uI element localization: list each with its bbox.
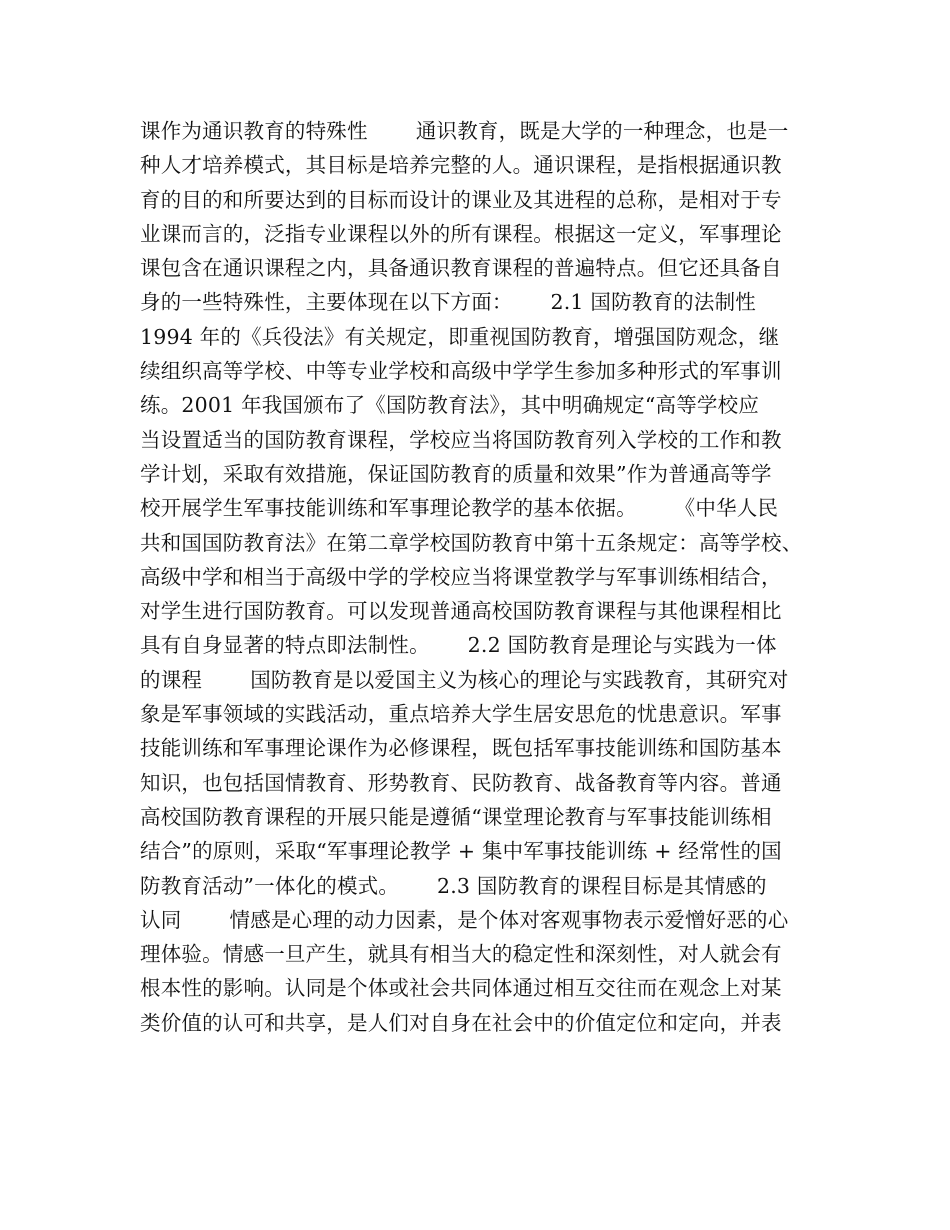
text-line: 学计划，采取有效措施，保证国防教育的质量和效果”作为普通高等学 xyxy=(140,461,772,486)
text-line: 高校国防教育课程的开展只能是遵循“课堂理论教育与军事技能训练相 xyxy=(140,804,772,829)
text-line: 当设置适当的国防教育课程，学校应当将国防教育列入学校的工作和教 xyxy=(140,427,782,452)
text-line: 结合”的原则，采取“军事理论教学 + 集中军事技能训练 + 经常性的国 xyxy=(140,839,782,864)
text-line: 知识，也包括国情教育、形势教育、民防教育、战备教育等内容。普通 xyxy=(140,770,782,795)
body-text xyxy=(140,114,830,1040)
text-line: 的课程 国防教育是以爱国主义为核心的理论与实践教育，其研究对 xyxy=(140,667,789,692)
text-line: 理体验。情感一旦产生，就具有相当大的稳定性和深刻性，对人就会有 xyxy=(140,942,782,967)
text-line: 共和国国防教育法》在第二章学校国防教育中第十五条规定：高等学校、 xyxy=(140,530,803,555)
text-line: 象是军事领域的实践活动，重点培养大学生居安思危的忧患意识。军事 xyxy=(140,702,782,727)
text-line: 具有自身显著的特点即法制性。 2.2 国防教育是理论与实践为一体 xyxy=(140,633,777,658)
text-line: 业课而言的，泛指专业课程以外的所有课程。根据这一定义，军事理论 xyxy=(140,221,782,246)
text-line: 类价值的认可和共享，是人们对自身在社会中的价值定位和定向，并表 xyxy=(140,1010,782,1035)
text-line: 练。2001 年我国颁布了《国防教育法》，其中明确规定“高等学校应 xyxy=(140,393,760,418)
text-line: 防教育活动”一体化的模式。 2.3 国防教育的课程目标是其情感的 xyxy=(140,873,767,898)
text-line: 根本性的影响。认同是个体或社会共同体通过相互交往而在观念上对某 xyxy=(140,976,782,1001)
text-line: 校开展学生军事技能训练和军事理论教学的基本依据。 《中华人民 xyxy=(140,496,779,521)
text-line: 续组织高等学校、中等专业学校和高级中学学生参加多种形式的军事训 xyxy=(140,359,782,384)
text-line: 课包含在通识课程之内，具备通识教育课程的普遍特点。但它还具备自 xyxy=(140,256,782,281)
text-line: 对学生进行国防教育。可以发现普通高校国防教育课程与其他课程相比 xyxy=(140,599,782,624)
text-line: 技能训练和军事理论课作为必修课程，既包括军事技能训练和国防基本 xyxy=(140,736,782,761)
text-line: 课作为通识教育的特殊性 通识教育，既是大学的一种理念，也是一 xyxy=(140,119,789,143)
text-line: 1994 年的《兵役法》有关规定，即重视国防教育，增强国防观念，继 xyxy=(140,324,780,349)
text-line: 身的一些特殊性，主要体现在以下方面： 2.1 国防教育的法制性 xyxy=(140,290,756,315)
text-line: 认同 情感是心理的动力因素，是个体对客观事物表示爱憎好恶的心 xyxy=(140,907,789,932)
text-line: 育的目的和所要达到的目标而设计的课业及其进程的总称，是相对于专 xyxy=(140,187,782,212)
text-line: 高级中学和相当于高级中学的学校应当将课堂教学与军事训练相结合， xyxy=(140,564,782,589)
text-line: 种人才培养模式，其目标是培养完整的人。通识课程，是指根据通识教 xyxy=(140,153,782,178)
